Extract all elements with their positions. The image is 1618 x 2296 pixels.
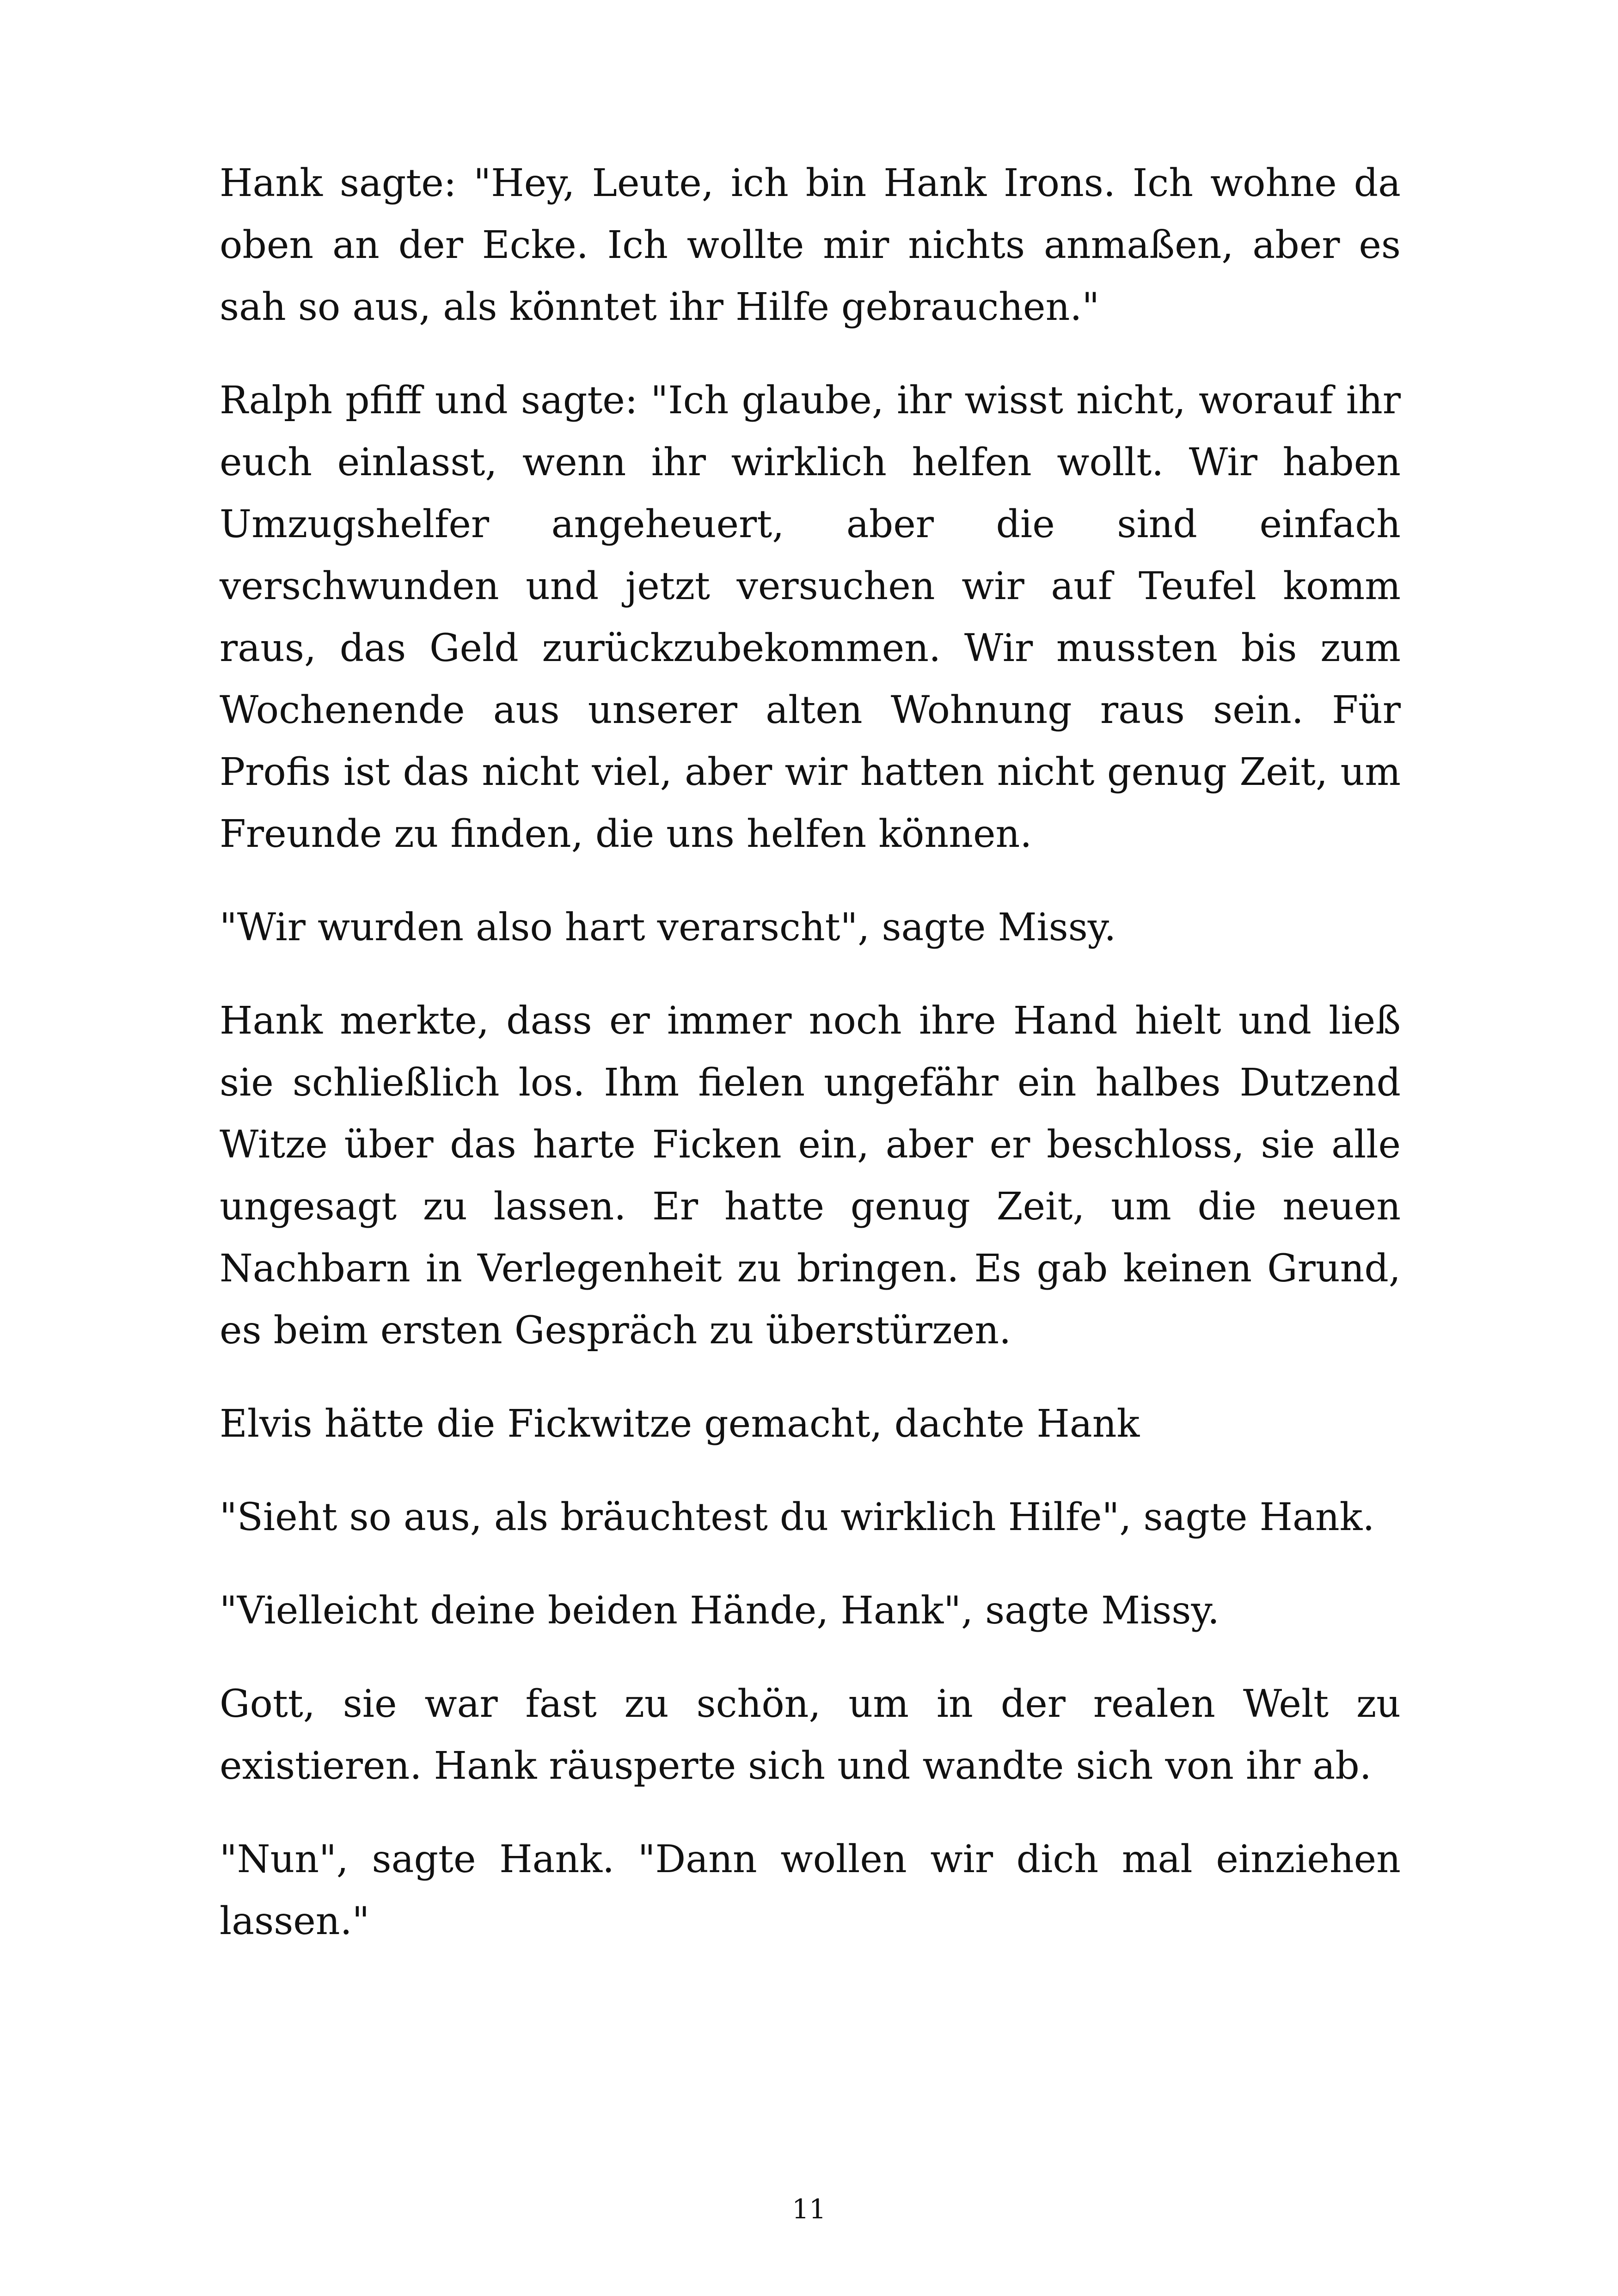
paragraph-3: "Wir wurden also hart verarscht", sagte Missy.	[220, 906, 1116, 949]
paragraph-1: Hank sagte: "Hey, Leute, ich bin Hank Irons. Ich wohne da oben an der Ecke. Ich wollte mir nichts anmaßen, aber es sah so aus, als könntet ihr Hilfe gebrauchen."	[220, 161, 1401, 329]
paragraph-2: Ralph pfiff und sagte: "Ich glaube, ihr wisst nicht, worauf ihr euch einlasst, wenn ihr wirklich helfen wollt. Wir haben Umzugshelfer angeheuert, aber die sind einfach verschwunden und jetzt versuchen wir auf Teufel komm raus, das Geld zurückzubekommen. Wir mussten bis zum Wochenende aus unserer alten Wohnung raus sein. Für Profis ist das nicht viel, aber wir hatten nicht genug Zeit, um Freunde zu finden, die uns helfen können.	[220, 379, 1401, 856]
paragraph-8: Gott, sie war fast zu schön, um in der realen Welt zu existieren. Hank räusperte sich und wandte sich von ihr ab.	[220, 1682, 1401, 1788]
paragraph-9: "Nun", sagte Hank. "Dann wollen wir dich mal einziehen lassen."	[220, 1837, 1401, 1943]
paragraph-4: Hank merkte, dass er immer noch ihre Hand hielt und ließ sie schließlich los. Ihm fielen ungefähr ein halbes Dutzend Witze über das harte Ficken ein, aber er beschloss, sie alle ungesagt zu lassen. Er hatte genug Zeit, um die neuen Nachbarn in Verlegenheit zu bringen. Es gab keinen Grund, es beim ersten Gespräch zu überstürzen.	[220, 999, 1401, 1353]
paragraph-7: "Vielleicht deine beiden Hände, Hank", sagte Missy.	[220, 1589, 1220, 1633]
page-number: 11	[792, 2193, 826, 2225]
body-text	[220, 153, 1401, 1984]
paragraph-5: Elvis hätte die Fickwitze gemacht, dachte Hank	[220, 1402, 1140, 1446]
paragraph-6: "Sieht so aus, als bräuchtest du wirklich Hilfe", sagte Hank.	[220, 1495, 1375, 1539]
